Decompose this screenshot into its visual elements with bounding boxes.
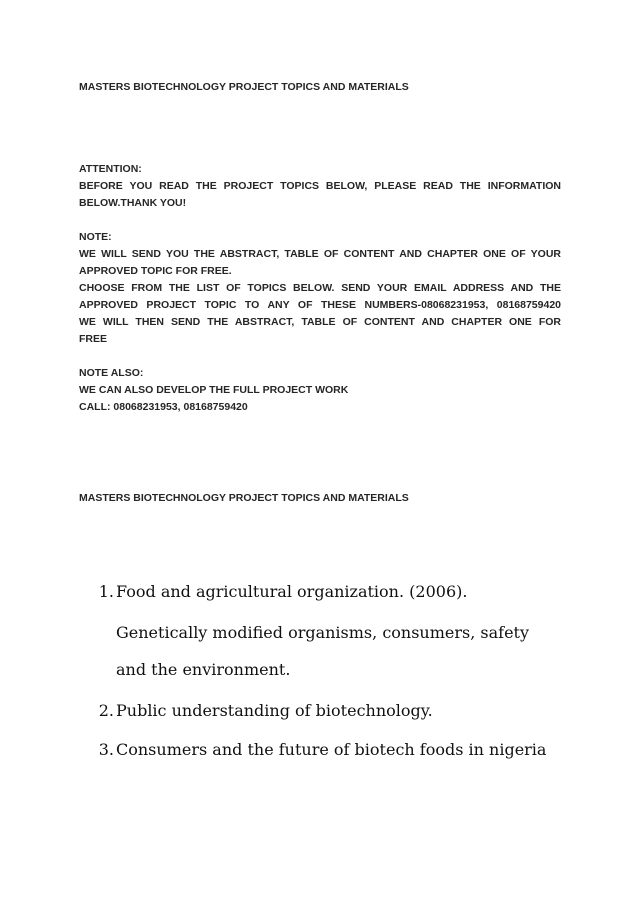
attention-text-line-1: BEFORE YOU READ THE PROJECT TOPICS BELOW, PLEASE READ THE INFORMATION [79,180,561,192]
follow-up-block [79,314,561,348]
attention-label: ATTENTION: [79,163,142,175]
list-item-number: 3. [98,740,114,759]
page-heading: MASTERS BIOTECHNOLOGY PROJECT TOPICS AND MATERIALS [79,81,409,93]
note-text-line-2: APPROVED TOPIC FOR FREE. [79,265,232,277]
topics-list-heading: MASTERS BIOTECHNOLOGY PROJECT TOPICS AND MATERIALS [79,492,409,504]
note-text-line-4: APPROVED PROJECT TOPIC TO ANY OF THESE NUMBERS-08068231953, 08168759420 [79,299,561,311]
list-item-text: Genetically modified organisms, consumers, safety [116,623,530,642]
list-item [0,740,638,766]
note-block [79,229,561,314]
attention-block [79,161,561,212]
follow-up-line-2: FREE [79,333,108,345]
list-item-continuation [0,623,638,649]
note-text-line-1: WE WILL SEND YOU THE ABSTRACT, TABLE OF CONTENT AND CHAPTER ONE OF YOUR [79,248,561,260]
list-item-text: Public understanding of biotechnology. [116,701,433,720]
note-also-label: NOTE ALSO: [79,367,144,379]
note-text-line-3: CHOOSE FROM THE LIST OF TOPICS BELOW. SEND YOUR EMAIL ADDRESS AND THE [79,282,561,294]
list-item-text: Consumers and the future of biotech foods in nigeria [116,740,547,759]
note-also-block [79,365,561,416]
list-item-number: 2. [98,701,114,720]
note-also-line-1: WE CAN ALSO DEVELOP THE FULL PROJECT WORK [79,384,349,396]
list-item-continuation [0,660,638,686]
list-item-text: Food and agricultural organization. (2006). [116,582,468,601]
list-item-text: and the environment. [116,660,291,679]
note-also-line-2: CALL: 08068231953, 08168759420 [79,401,248,413]
list-item-number: 1. [98,582,114,601]
list-item [0,582,638,608]
attention-text-line-2: BELOW.THANK YOU! [79,197,187,209]
follow-up-line-1: WE WILL THEN SEND THE ABSTRACT, TABLE OF CONTENT AND CHAPTER ONE FOR [79,316,561,328]
list-item [0,701,638,727]
note-label: NOTE: [79,231,112,243]
